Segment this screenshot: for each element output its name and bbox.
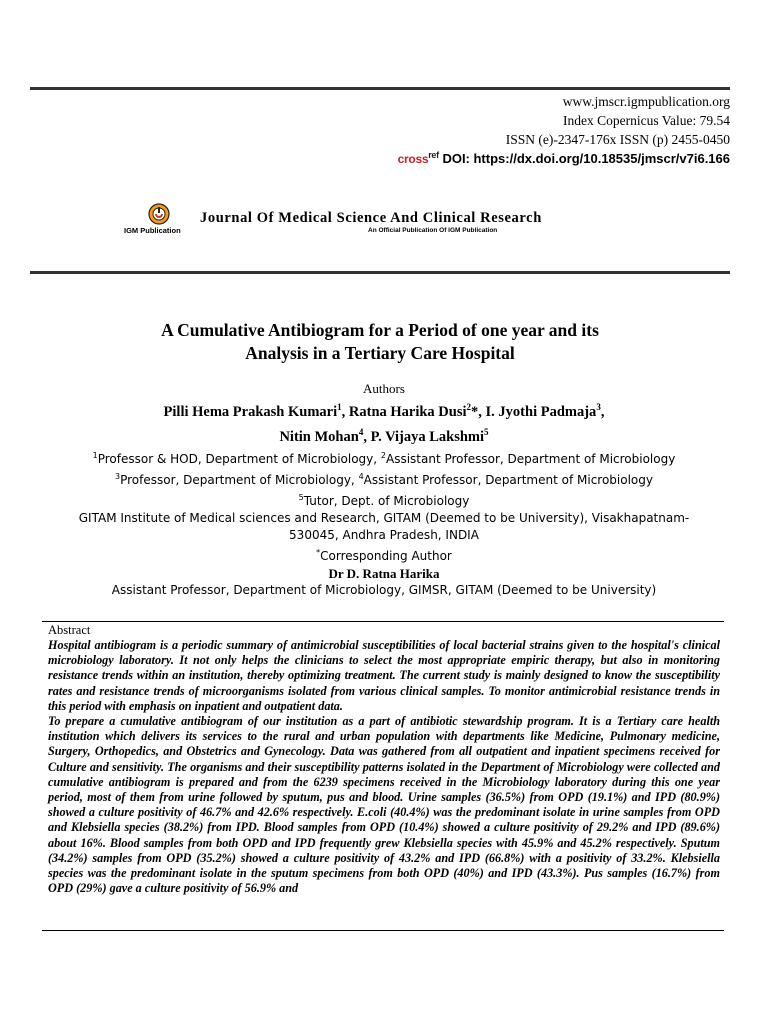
abstract-heading: Abstract <box>48 623 91 637</box>
abstract-box <box>42 621 724 931</box>
journal-title: Journal Of Medical Science And Clinical Research <box>200 210 542 226</box>
author-2: Ratna Harika Dusi <box>348 403 467 420</box>
affiliation-3-4: $^3$Professor, Department of Microbiology, $^4$Assistant Professor, Department of Microbiology <box>114 471 653 487</box>
doi-line <box>398 150 730 166</box>
journal-meta <box>506 92 730 149</box>
institution: GITAM Institute of Medical sciences and Research, GITAM (Deemed to be University), Visakhapatnam-530045, Andhra Pradesh, INDIA <box>78 510 690 542</box>
affiliation-1-2: $^1$Professor & HOD, Department of Microbiology, $^2$Assistant Professor, Department of Microbiology <box>92 450 676 466</box>
abstract-text <box>42 638 724 896</box>
journal-logo <box>124 200 644 240</box>
journal-tagline: An Official Publication Of IGM Publication <box>368 227 498 234</box>
publisher-name: IGM Publication <box>124 226 181 235</box>
website-link[interactable]: www.jmscr.igmpublication.org <box>562 94 730 109</box>
doi-link[interactable]: DOI: https://dx.doi.org/10.18535/jmscr/v7i6.166 <box>442 151 730 166</box>
author-names: Pilli Hema Prakash Kumari$^1$, Ratna Harika Dusi$^2$*, I. Jyothi Padmaja$^3$, Nitin Mohan$^4$, P. Vijaya Lakshmi$^5$ <box>163 402 605 445</box>
index-copernicus: Index Copernicus Value: 79.54 <box>563 113 730 128</box>
abstract-paragraph-2: To prepare a cumulative antibiogram of our institution as a part of antibiotic stewardship program. It is a Tertiary care health institution which delivers its services to the rural and urban population with departments like Medicine, Pulmonary medicine, Surgery, Orthopedics, and Obstetrics and Gynecology. Data was gathered from all outpatient and inpatient specimens received for Culture and sensitivity. The organisms and their susceptibility patterns isolated in the Department of Microbiology were collected and cumulative antibiogram is prepared and from the 6239 specimens received in the Microbiology laboratory during this one year period, most of them from urine followed by sputum, pus and blood. Urine samples (36.5%) from OPD (19.1%) and IPD (80.9%) showed a culture positivity of 46.7% and 42.6% respectively. E.coli (40.4%) was the predominant isolate in urine samples from OPD and Klebsiella species (38.2%) from IPD. Blood samples from OPD (10.4%) showed a culture positivity of 29.2% and IPD (89.6%) about 16%. Blood samples from both OPD and IPD frequently grew Klebsiella species with 45.9% and 45.2% respectively. Sputum (34.2%) samples from OPD (35.2%) showed a culture positivity of 43.2% and IPD (66.8%) with a positivity of 33.2%. Klebsiella species was the predominant isolate in the sputum specimens from both OPD (40%) and IPD (43.3%). Pus samples (16.7%) from OPD (29%) gave a culture positivity of 56.9% and <box>48 714 720 896</box>
crossref-logo: cross$^{ref}$ <box>397 150 439 166</box>
authors-block <box>60 380 708 599</box>
corresponding-author-affiliation: Assistant Professor, Department of Microbiology, GIMSR, GITAM (Deemed to be University) <box>111 582 657 597</box>
abstract-paragraph-1: Hospital antibiogram is a periodic summary of antimicrobial susceptibilities of local bacterial strains given to the hospital's clinical microbiology laboratory. It not only helps the clinicians to select the most appropriate empiric therapy, but also in monitoring resistance trends within an institution, thereby optimizing treatment. The current study is mainly designed to know the susceptibility rates and resistance trends of microorganisms isolated from various clinical samples. To monitor antimicrobial resistance trends in this period with emphasis on inpatient and outpatient data. <box>48 638 720 713</box>
igm-logo-icon <box>148 203 170 225</box>
top-rule <box>30 87 730 90</box>
header-bottom-rule <box>30 271 730 274</box>
authors-label: Authors <box>363 381 405 396</box>
affiliation-5: $^5$Tutor, Dept. of Microbiology <box>298 492 470 508</box>
issn-line: ISSN (e)-2347-176x ISSN (p) 2455-0450 <box>505 132 730 147</box>
author-3: I. Jyothi Padmaja <box>485 403 597 420</box>
author-5: P. Vijaya Lakshmi <box>370 428 485 445</box>
corresponding-author-name: Dr D. Ratna Harika <box>328 565 440 581</box>
paper-title: A Cumulative Antibiogram for a Period of one year and its Analysis in a Tertiary Care Hospital <box>161 320 599 363</box>
author-1: Pilli Hema Prakash Kumari <box>163 403 338 420</box>
corresponding-author-label: *Corresponding Author <box>316 547 452 563</box>
author-4: Nitin Mohan <box>279 428 359 445</box>
